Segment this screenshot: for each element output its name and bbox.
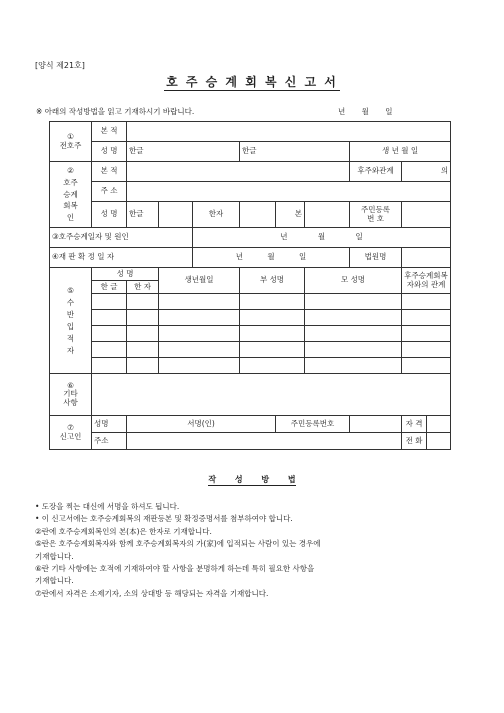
sec5-label-l4: 적 (66, 333, 75, 343)
sec5-cell[interactable] (92, 310, 127, 326)
instruction-line: • 이 신고서에는 호주승계회복의 재판등본 및 확정증명서를 첨부하여야 합니다. (35, 514, 293, 524)
sec5-cell[interactable] (240, 358, 305, 374)
sec5-birth-header: 생년월일 (159, 268, 240, 294)
table-row (50, 326, 451, 342)
sec5-hanja-header: 한 자 (127, 281, 159, 294)
sec6-label (50, 374, 92, 416)
sec5-cell[interactable] (127, 310, 159, 326)
sec7-name-label: 성명 (92, 416, 127, 433)
instruction-line: ⑤란은 호주승계회복자와 함께 호주승계회복자의 가(家)에 입적되는 사람이 있는 경우에 (35, 539, 321, 549)
sec5-label-l5: 자 (66, 345, 75, 355)
sec5-label-l1: 수 (66, 297, 75, 307)
sec1-row-bonjeok (50, 122, 451, 142)
sec2-rrn-label (350, 202, 402, 228)
sec2-bon-field[interactable] (305, 202, 350, 228)
sec1-label-num: ① (67, 131, 74, 141)
sec2-label-l0: ② (67, 166, 74, 176)
sec6-field[interactable] (92, 374, 451, 416)
sec7-row-name (50, 416, 451, 433)
sec1-bonjeok-field[interactable] (127, 122, 451, 142)
sec2-hanja-field[interactable] (240, 202, 276, 228)
sec2-relation-field[interactable] (402, 162, 451, 182)
sec5-label-l2: 반 (66, 309, 75, 319)
form-number: [양식 제21호] (35, 61, 85, 70)
sec2-label-l2: 승계 (63, 189, 78, 199)
sec7-label-l0: ⑦ (67, 422, 74, 432)
table-row (50, 358, 451, 374)
sec7-qualification-label: 자 격 (402, 416, 427, 433)
sec1-name-label: 성 명 (92, 142, 127, 162)
sec7-phone-field[interactable] (427, 433, 451, 450)
sec3-row (50, 228, 451, 248)
sec1-label-text: 전호주 (59, 140, 82, 150)
instruction-line: ②란에 호주승계회복인의 본(本)은 한자로 기재합니다. (35, 526, 212, 536)
sec2-hangul-field[interactable] (159, 202, 193, 228)
sec4-court-field[interactable] (402, 248, 451, 268)
report-date-label: 년 월 일 (338, 107, 393, 116)
sec2-label-l3: 회복 (63, 201, 78, 211)
sec5-header-row1 (50, 268, 451, 281)
table-row (50, 310, 451, 326)
instruction-line: ⑦란에서 자격은 소제기자, 소의 상대방 등 해당되는 자격을 기재합니다. (35, 588, 269, 598)
sec2-row-address (50, 182, 451, 202)
report-form-table (49, 121, 451, 450)
sec2-bon-label: 본 (276, 202, 305, 228)
sec2-hanja-label: 한자 (193, 202, 240, 228)
instruction-line: 기재합니다. (35, 576, 74, 586)
sec5-cell[interactable] (402, 310, 451, 326)
sec2-name-label: 성 명 (92, 202, 127, 228)
sec5-father-header: 부 성명 (240, 268, 305, 294)
sec1-birth-label: 생 년 월 일 (350, 142, 451, 162)
instructions-title-text: 작 성 방 법 (208, 475, 296, 484)
instruction-line: 기재합니다. (35, 551, 74, 561)
sec5-name-header: 성 명 (92, 268, 159, 281)
sec2-bonjeok-label: 본 적 (92, 162, 127, 182)
sec7-sign-label: 서명(인) (187, 418, 215, 428)
sec7-rrn-field[interactable] (350, 416, 402, 433)
sec5-relation-header (402, 268, 451, 294)
sec6-label-l2: 사항 (63, 397, 78, 407)
sec5-cell[interactable] (159, 310, 240, 326)
sec5-mother-header: 모 성명 (305, 268, 402, 294)
sec2-address-label: 주 소 (92, 182, 127, 202)
sec5-cell[interactable] (305, 342, 402, 358)
sec7-address-label: 주소 (92, 433, 127, 450)
sec5-cell[interactable] (240, 342, 305, 358)
sec5-cell[interactable] (159, 326, 240, 342)
instructions-list (35, 501, 475, 600)
sec2-rrn-l1: 주민등록 (361, 204, 390, 214)
sec5-cell[interactable] (127, 294, 159, 310)
sec5-label-l3: 입 (66, 321, 75, 331)
sec5-cell[interactable] (159, 294, 240, 310)
sec6-label-l1: 기타 (63, 389, 78, 399)
sec5-cell[interactable] (127, 342, 159, 358)
sec1-label (50, 122, 92, 162)
sec4-label: ④재 판 확 정 일 자 (50, 248, 193, 268)
sec1-hangul2-label: 한글 (242, 146, 257, 156)
sec3-date-field[interactable]: 년 월 일 (193, 228, 451, 248)
sec6-row (50, 374, 451, 416)
instruction-line: • 도장을 찍는 대신에 서명을 하셔도 됩니다. (35, 502, 180, 511)
sec2-row-name (50, 202, 451, 228)
sec7-name-field[interactable] (127, 416, 276, 433)
sec2-relation-suffix: 의 (440, 166, 449, 176)
sec7-label (50, 416, 92, 450)
instruction-line: ⑥란 기타 사항에는 호적에 기재하여야 할 사항을 분명하게 하는데 특히 필요한 사항을 (35, 564, 315, 574)
sec5-cell[interactable] (402, 326, 451, 342)
sec5-cell[interactable] (92, 326, 127, 342)
sec1-bonjeok-label: 본 적 (92, 122, 127, 142)
sec2-label-l4: 인 (66, 212, 75, 222)
sec5-cell[interactable] (240, 294, 305, 310)
sec5-rel-l1: 후주승계회복 (404, 270, 448, 280)
sec5-cell[interactable] (305, 294, 402, 310)
sec4-date-field[interactable]: 년 월 일 (193, 248, 350, 268)
notice-text: ※ 아래의 작성방법을 읽고 기재하시기 바랍니다. (36, 107, 195, 116)
sec5-cell[interactable] (159, 342, 240, 358)
sec7-phone-label: 전 화 (402, 433, 427, 450)
sec5-cell[interactable] (402, 294, 451, 310)
sec7-rrn-label: 주민등록번호 (276, 416, 350, 433)
sec6-label-l0: ⑥ (67, 380, 74, 390)
sec5-cell[interactable] (92, 358, 127, 374)
sec4-court-label: 법원명 (350, 248, 402, 268)
form-title-text: 호 주 승 계 회 복 신 고 서 (166, 75, 338, 89)
sec2-row-bonjeok (50, 162, 451, 182)
sec2-rrn-l2: 번 호 (367, 213, 384, 223)
sec2-rrn-field[interactable] (402, 202, 451, 228)
sec5-cell[interactable] (305, 326, 402, 342)
sec5-cell[interactable] (305, 358, 402, 374)
table-row (50, 294, 451, 310)
sec5-cell[interactable] (240, 326, 305, 342)
sec2-bonjeok-field[interactable] (127, 162, 350, 182)
sec5-rel-l2: 자와의 관계 (406, 279, 446, 289)
sec5-cell[interactable] (402, 342, 451, 358)
sec1-hangul-label: 한글 (129, 146, 144, 156)
sec2-address-field[interactable] (127, 182, 451, 202)
sec5-label-l0: ⑤ (67, 285, 74, 295)
sec5-cell[interactable] (402, 358, 451, 374)
sec7-label-l1: 신고인 (59, 431, 82, 441)
sec5-hangul-header: 한 글 (92, 281, 127, 294)
sec4-row (50, 248, 451, 268)
sec2-label (50, 162, 92, 228)
sec2-label-l1: 호주 (63, 178, 78, 188)
sec2-hangul-label: 한글 (127, 202, 159, 228)
sec1-name-hangul-field[interactable] (127, 142, 240, 162)
sec5-cell[interactable] (92, 342, 127, 358)
instructions-title (0, 474, 504, 485)
sec1-row-name (50, 142, 451, 162)
sec5-cell[interactable] (305, 310, 402, 326)
sec5-cell[interactable] (127, 358, 159, 374)
sec5-cell[interactable] (159, 358, 240, 374)
sec7-address-field[interactable] (127, 433, 402, 450)
table-row (50, 342, 451, 358)
sec7-qualification-field[interactable] (427, 416, 451, 433)
sec7-row-address (50, 433, 451, 450)
sec3-label: ③호주승계일자 및 원인 (50, 228, 193, 248)
sec1-name-hangul2-field[interactable] (240, 142, 350, 162)
sec5-cell[interactable] (127, 326, 159, 342)
form-title (0, 73, 504, 90)
sec5-label (50, 268, 92, 374)
sec2-relation-label: 후주와관계 (350, 162, 402, 182)
sec5-cell[interactable] (240, 310, 305, 326)
sec5-cell[interactable] (92, 294, 127, 310)
